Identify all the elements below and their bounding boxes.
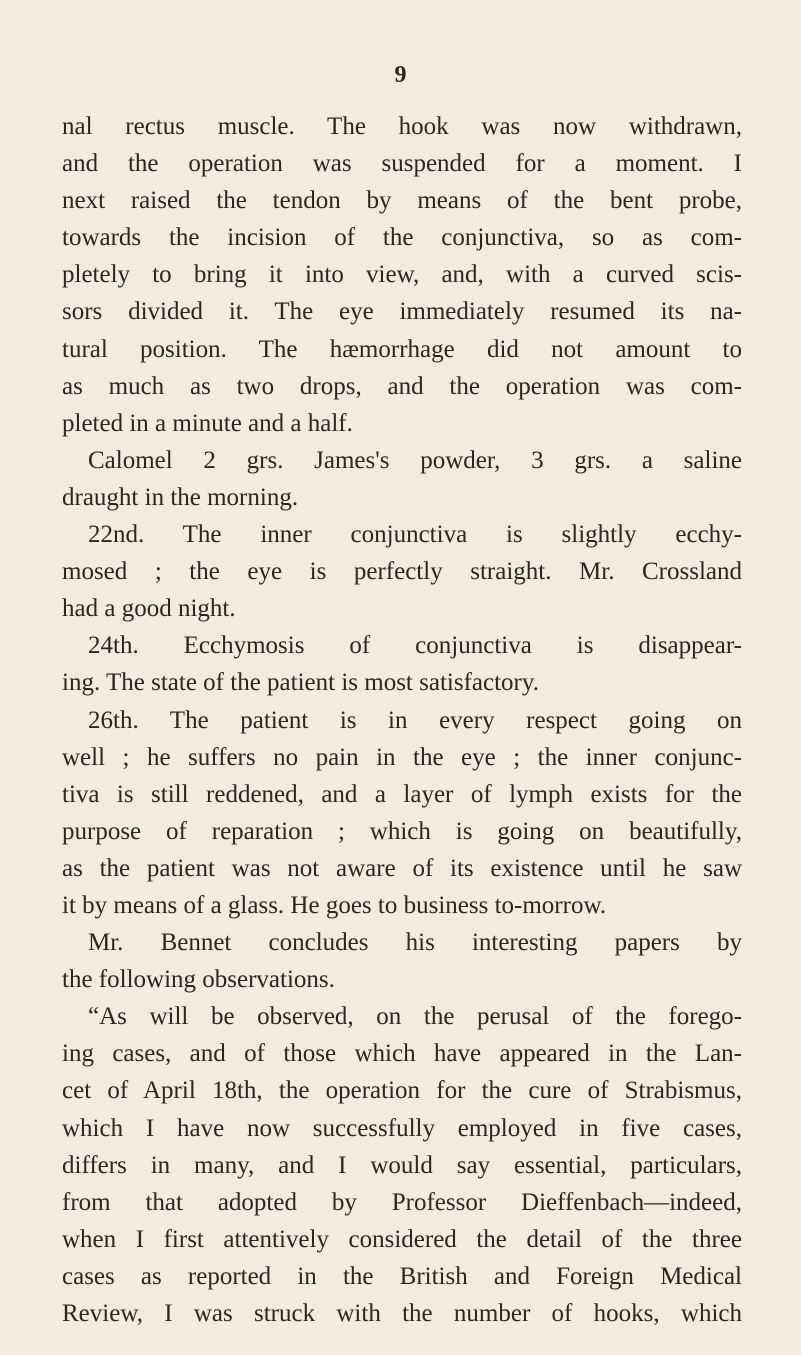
text-line: towards the incision of the conjunctiva, so as com- [62, 224, 742, 252]
page-number: 9 [394, 62, 407, 88]
text-line: pletely to bring it into view, and, with a curved scis- [62, 261, 742, 289]
text-line: from that adopted by Professor Dieffenbach—indeed, [62, 1188, 742, 1216]
text-line: 22nd. The inner conjunctiva is slightly ecchy- [88, 521, 742, 549]
text-line: purpose of reparation ; which is going on beautifully, [62, 817, 742, 845]
text-line: cases as reported in the British and Foreign Medical [62, 1262, 742, 1290]
text-line: as much as two drops, and the operation was com- [62, 372, 742, 400]
text-line: 24th. Ecchymosis of conjunctiva is disappear- [88, 632, 742, 660]
text-line: differs in many, and I would say essential, particulars, [62, 1151, 742, 1179]
text-line: Mr. Bennet concludes his interesting papers by [88, 929, 742, 957]
text-line: had a good night. [62, 595, 236, 623]
text-line: tural position. The hæmorrhage did not amount to [62, 335, 742, 363]
text-line: Calomel 2 grs. James's powder, 3 grs. a saline [88, 446, 742, 474]
body-text [62, 108, 742, 1332]
text-line: 26th. The patient is in every respect going on [88, 706, 742, 734]
text-line: mosed ; the eye is perfectly straight. Mr. Crossland [62, 558, 742, 586]
text-line: next raised the tendon by means of the bent probe, [62, 187, 742, 215]
text-line: ing. The state of the patient is most satisfactory. [62, 669, 539, 697]
text-line: and the operation was suspended for a moment. I [62, 150, 742, 178]
text-line: the following observations. [62, 966, 335, 994]
text-line: tiva is still reddened, and a layer of lymph exists for the [62, 780, 742, 808]
text-line: when I first attentively considered the detail of the three [62, 1225, 742, 1253]
text-line: which I have now successfully employed in five cases, [62, 1114, 742, 1142]
text-line: it by means of a glass. He goes to business to-morrow. [62, 891, 607, 919]
text-line: nal rectus muscle. The hook was now withdrawn, [62, 113, 742, 140]
text-line: pleted in a minute and a half. [62, 409, 353, 437]
text-line: Review, I was struck with the number of hooks, which [62, 1300, 742, 1327]
text-line: “As will be observed, on the perusal of the forego- [88, 1003, 742, 1031]
text-line: draught in the morning. [62, 483, 299, 511]
text-line: cet of April 18th, the operation for the cure of Strabismus, [62, 1077, 742, 1105]
text-line: sors divided it. The eye immediately resumed its na- [62, 298, 742, 326]
text-line: well ; he suffers no pain in the eye ; the inner conjunc- [62, 743, 742, 771]
text-line: ing cases, and of those which have appeared in the Lan- [62, 1040, 742, 1068]
text-line: as the patient was not aware of its existence until he saw [62, 854, 742, 882]
